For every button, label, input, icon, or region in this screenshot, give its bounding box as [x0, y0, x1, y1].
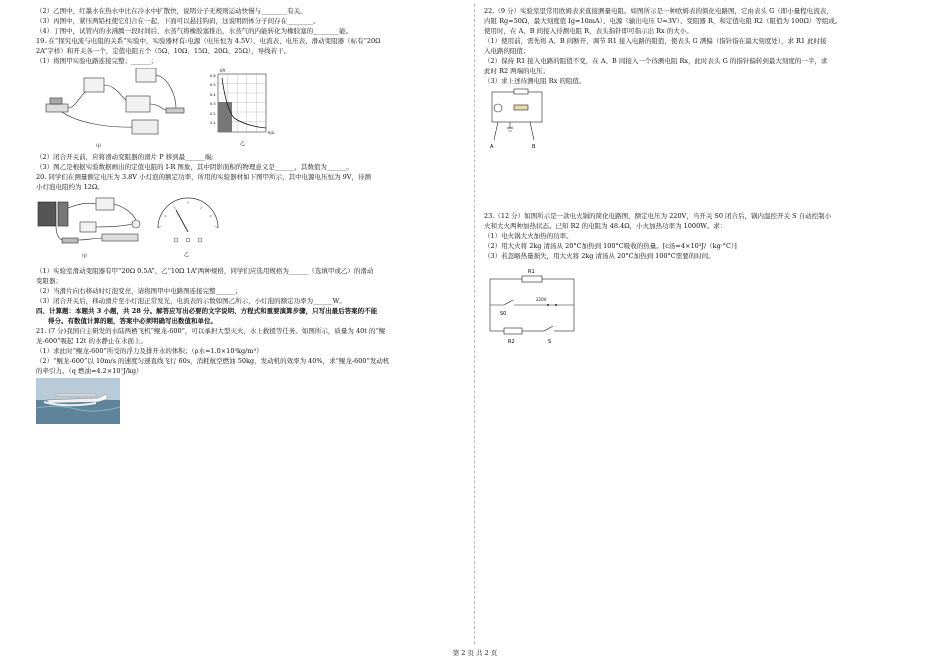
q19-circuit-sketch — [46, 68, 184, 134]
q22-sub2-cont: 此时 R2 两端的电压； — [484, 67, 550, 75]
q21-stem-line1: 21. (7 分)我国自主研发的水陆两栖飞机“鲲龙-600”，可以承担大型灭火、水上救援等任务。如图所示，质量为 40t 的“鲲 — [36, 327, 386, 335]
r1-label: R1 — [528, 269, 535, 275]
graph-xlabel: R/Ω — [268, 131, 275, 135]
answer-space — [484, 156, 916, 211]
fig1-label-b: 乙 — [240, 141, 246, 147]
q18-part3: （3）丙图中，紧压两铅柱使它们合在一起，下面可以悬挂钩码，这说明固体分子间存在________。 — [36, 17, 320, 25]
hotpot-figure — [484, 267, 916, 349]
resistor-r1 — [522, 276, 542, 282]
seaplane-photo — [36, 378, 468, 426]
seaplane-image — [36, 378, 120, 424]
fig2-label-b: 乙 — [184, 252, 190, 258]
q22-stem-line3: 使用时，在 A、B 间接入待测电阻 R，表头指针即可指示出 Rx 的大小。 — [484, 27, 693, 35]
ammeter-needle — [176, 210, 188, 232]
q20-stem-line2: 小灯泡电阻约为 12Ω。 — [36, 183, 104, 191]
fig2-label-a: 甲 — [82, 254, 88, 260]
q22-stem-line1: 22.（9 分）实验室里常用欧姆表来直接测量电阻。如图所示是一种欧姆表的简化电路图，它由表头 G（即小量程电流表， — [484, 7, 833, 15]
q19-figure — [36, 68, 468, 150]
q20-circuit-and-meter — [36, 194, 468, 264]
ohmmeter-circuit — [484, 88, 604, 154]
q22-sub3: （3）求上述待测电阻 Rx 的阻值。 — [484, 77, 586, 85]
q22-stem-line2: 内阻 Rg=50Ω，最大刻度值 Ig=10mA）、电源（输出电压 U=3V）、变阻器 R，和定值电阻 R2（阻值为 100Ω）等组成。 — [484, 17, 842, 25]
q23-stem-line1: 23.（12 分）如图所示是一款电火锅的简化电路图，额定电压为 220V，当开关 S0 闭合后，锅内温控开关 S 自动控制小 — [484, 212, 832, 220]
section4-heading: 四、计算题：本题共 3 小题，共 28 分。解答应写出必要的文字说明、方程式和重要演算步骤，只写出最后答案的不能 — [36, 307, 378, 315]
fig1-label-a: 甲 — [96, 144, 102, 150]
q23-sub2: （2）用大火将 2kg 清汤从 20°C加热到 100°C吸收的热量。[c汤=4×10³J/（kg·°C）] — [484, 242, 737, 250]
q20-stem-line1: 20. 同学们在测量额定电压为 3.8V 小灯泡的额定功率，所用的实验器材如下图甲所示，其中电源电压恒为 9V，待测 — [36, 173, 371, 181]
q20-sub1: （1）实验室滑动变阻器有甲“20Ω 0.5A”、乙“10Ω 1A”两种规格，同学们应选用规格为______（选填甲或乙）的滑动 — [36, 267, 374, 275]
page-footer: 第 2 页 共 2 页 — [452, 649, 498, 657]
left-column — [36, 6, 468, 428]
graph-ytick: 0.3 — [210, 102, 216, 106]
q20-circuit-sketch — [38, 198, 140, 243]
graph-ytick: 0.2 — [210, 112, 216, 116]
hotpot-circuit — [484, 267, 604, 347]
r2-label: R2 — [508, 339, 515, 345]
q19-sub3: （3）图乙是根据实验数据画出的定值电阻的 I-R 图象，其中阴影面积的物理意义是______，其数值为______。 — [36, 163, 353, 171]
q23-sub1: （1）电火锅大火加热的功率。 — [484, 232, 573, 240]
q21-sub2-cont: 的牵引力。（q 燃油=4.2×10⁷J/kg） — [36, 367, 143, 375]
graph-ytick: 0.5 — [210, 83, 216, 87]
q19-sub2: （2）闭合开关前，应将滑动变阻器的滑片 P 移到最______端; — [36, 153, 214, 161]
terminal-b: B — [532, 144, 536, 150]
q20-sub2: （2）当滑片向右移动时灯泡变亮，请将图甲中电路图连接完整______； — [36, 287, 242, 295]
galvanometer-symbol — [494, 104, 502, 112]
q21-stem-line2: 龙-600”吸起 12t 的水静止在水面上。 — [36, 337, 147, 345]
q22-sub2: （2）保持 R1 接入电路的阻值不变，在 A、B 间接入一个待测电阻 Rx，此时表头 G 的指针偏转到最大刻度的一半，求 — [484, 57, 828, 65]
right-column — [484, 6, 916, 351]
q21-sub1: （1）求此时“鲲龙-600”所受的浮力及排开水的体积；（ρ水=1.0×10³kg/m³） — [36, 347, 263, 355]
section4-heading-cont: 得分。有数值计算的题，答案中必须明确写出数值和单位。 — [48, 317, 217, 325]
shaded-area — [218, 102, 232, 132]
ammeter-dial — [158, 198, 218, 242]
q19-stem-line2: 2A”字样）和开关各一个，定值电阻五个（5Ω、10Ω、15Ω、20Ω、25Ω），导线若干。 — [36, 47, 291, 55]
q19-stem-line1: 19. 在“探究电流与电阻的关系”实验中，实验器材有:电源（电压恒为 4.5V）、电流表、电压表、滑动变阻器（标有“20Ω — [36, 37, 381, 45]
ohmmeter-figure — [484, 88, 916, 154]
q20-figure — [36, 194, 468, 264]
q23-sub3: （3）若忽略热量损失，用大火将 2kg 清汤从 20°C加热到 100°C需要的时间。 — [484, 252, 715, 260]
column-divider — [474, 4, 475, 644]
q20-sub1-cont: 变阻器； — [36, 277, 62, 285]
q20-sub3: （3）闭合开关后，移动滑片至小灯泡正常发光，电流表的示数如图乙所示，小灯泡的额定功率为______W。 — [36, 297, 346, 305]
terminal-a: A — [490, 144, 494, 150]
q23-stem-line2: 火和大火两种加热状态。已知 R2 的电阻为 48.4Ω，小火加热功率为 1000W。求： — [484, 222, 727, 230]
graph-ytick: 0.6 — [210, 74, 216, 78]
voltage-label: 220V — [536, 297, 547, 302]
graph-ytick: 0.1 — [210, 121, 216, 125]
graph-ytick: 0.4 — [210, 93, 216, 97]
q19-sub1: （1）将图甲实验电路连接完整；______； — [36, 57, 158, 65]
graph-ylabel: I/A — [220, 68, 226, 73]
q22-sub1-cont: 入电路的阻值； — [484, 47, 530, 55]
q18-part4: （4）丁图中，试管内的水沸腾一段时间后，水蒸气将橡胶塞推出，水蒸气的内能转化为橡胶塞的________能。 — [36, 27, 353, 35]
s0-label: S0 — [500, 311, 507, 317]
s-label: S — [548, 339, 552, 345]
q21-sub2: （2）“鲲龙-600”以 10m/s 的速度匀速直线飞行 60s，消耗航空燃油 50kg，发动机的效率为 40%，求“鲲龙-600”发动机 — [36, 357, 390, 365]
q22-sub1: （1）使用前，需先将 A、B 间断开，调节 R1 接入电路的阻值，使表头 G 满偏（指针指在最大刻度处），求 R1 此时接 — [484, 37, 827, 45]
q18-part2: （2）乙图中，红墨水在热水中比在冷水中扩散快，说明分子无规则运动快慢与________有关。 — [36, 7, 307, 15]
q19-ir-graph — [210, 68, 275, 135]
resistor-r2 — [504, 328, 522, 334]
q19-circuit-and-graph — [36, 68, 468, 150]
